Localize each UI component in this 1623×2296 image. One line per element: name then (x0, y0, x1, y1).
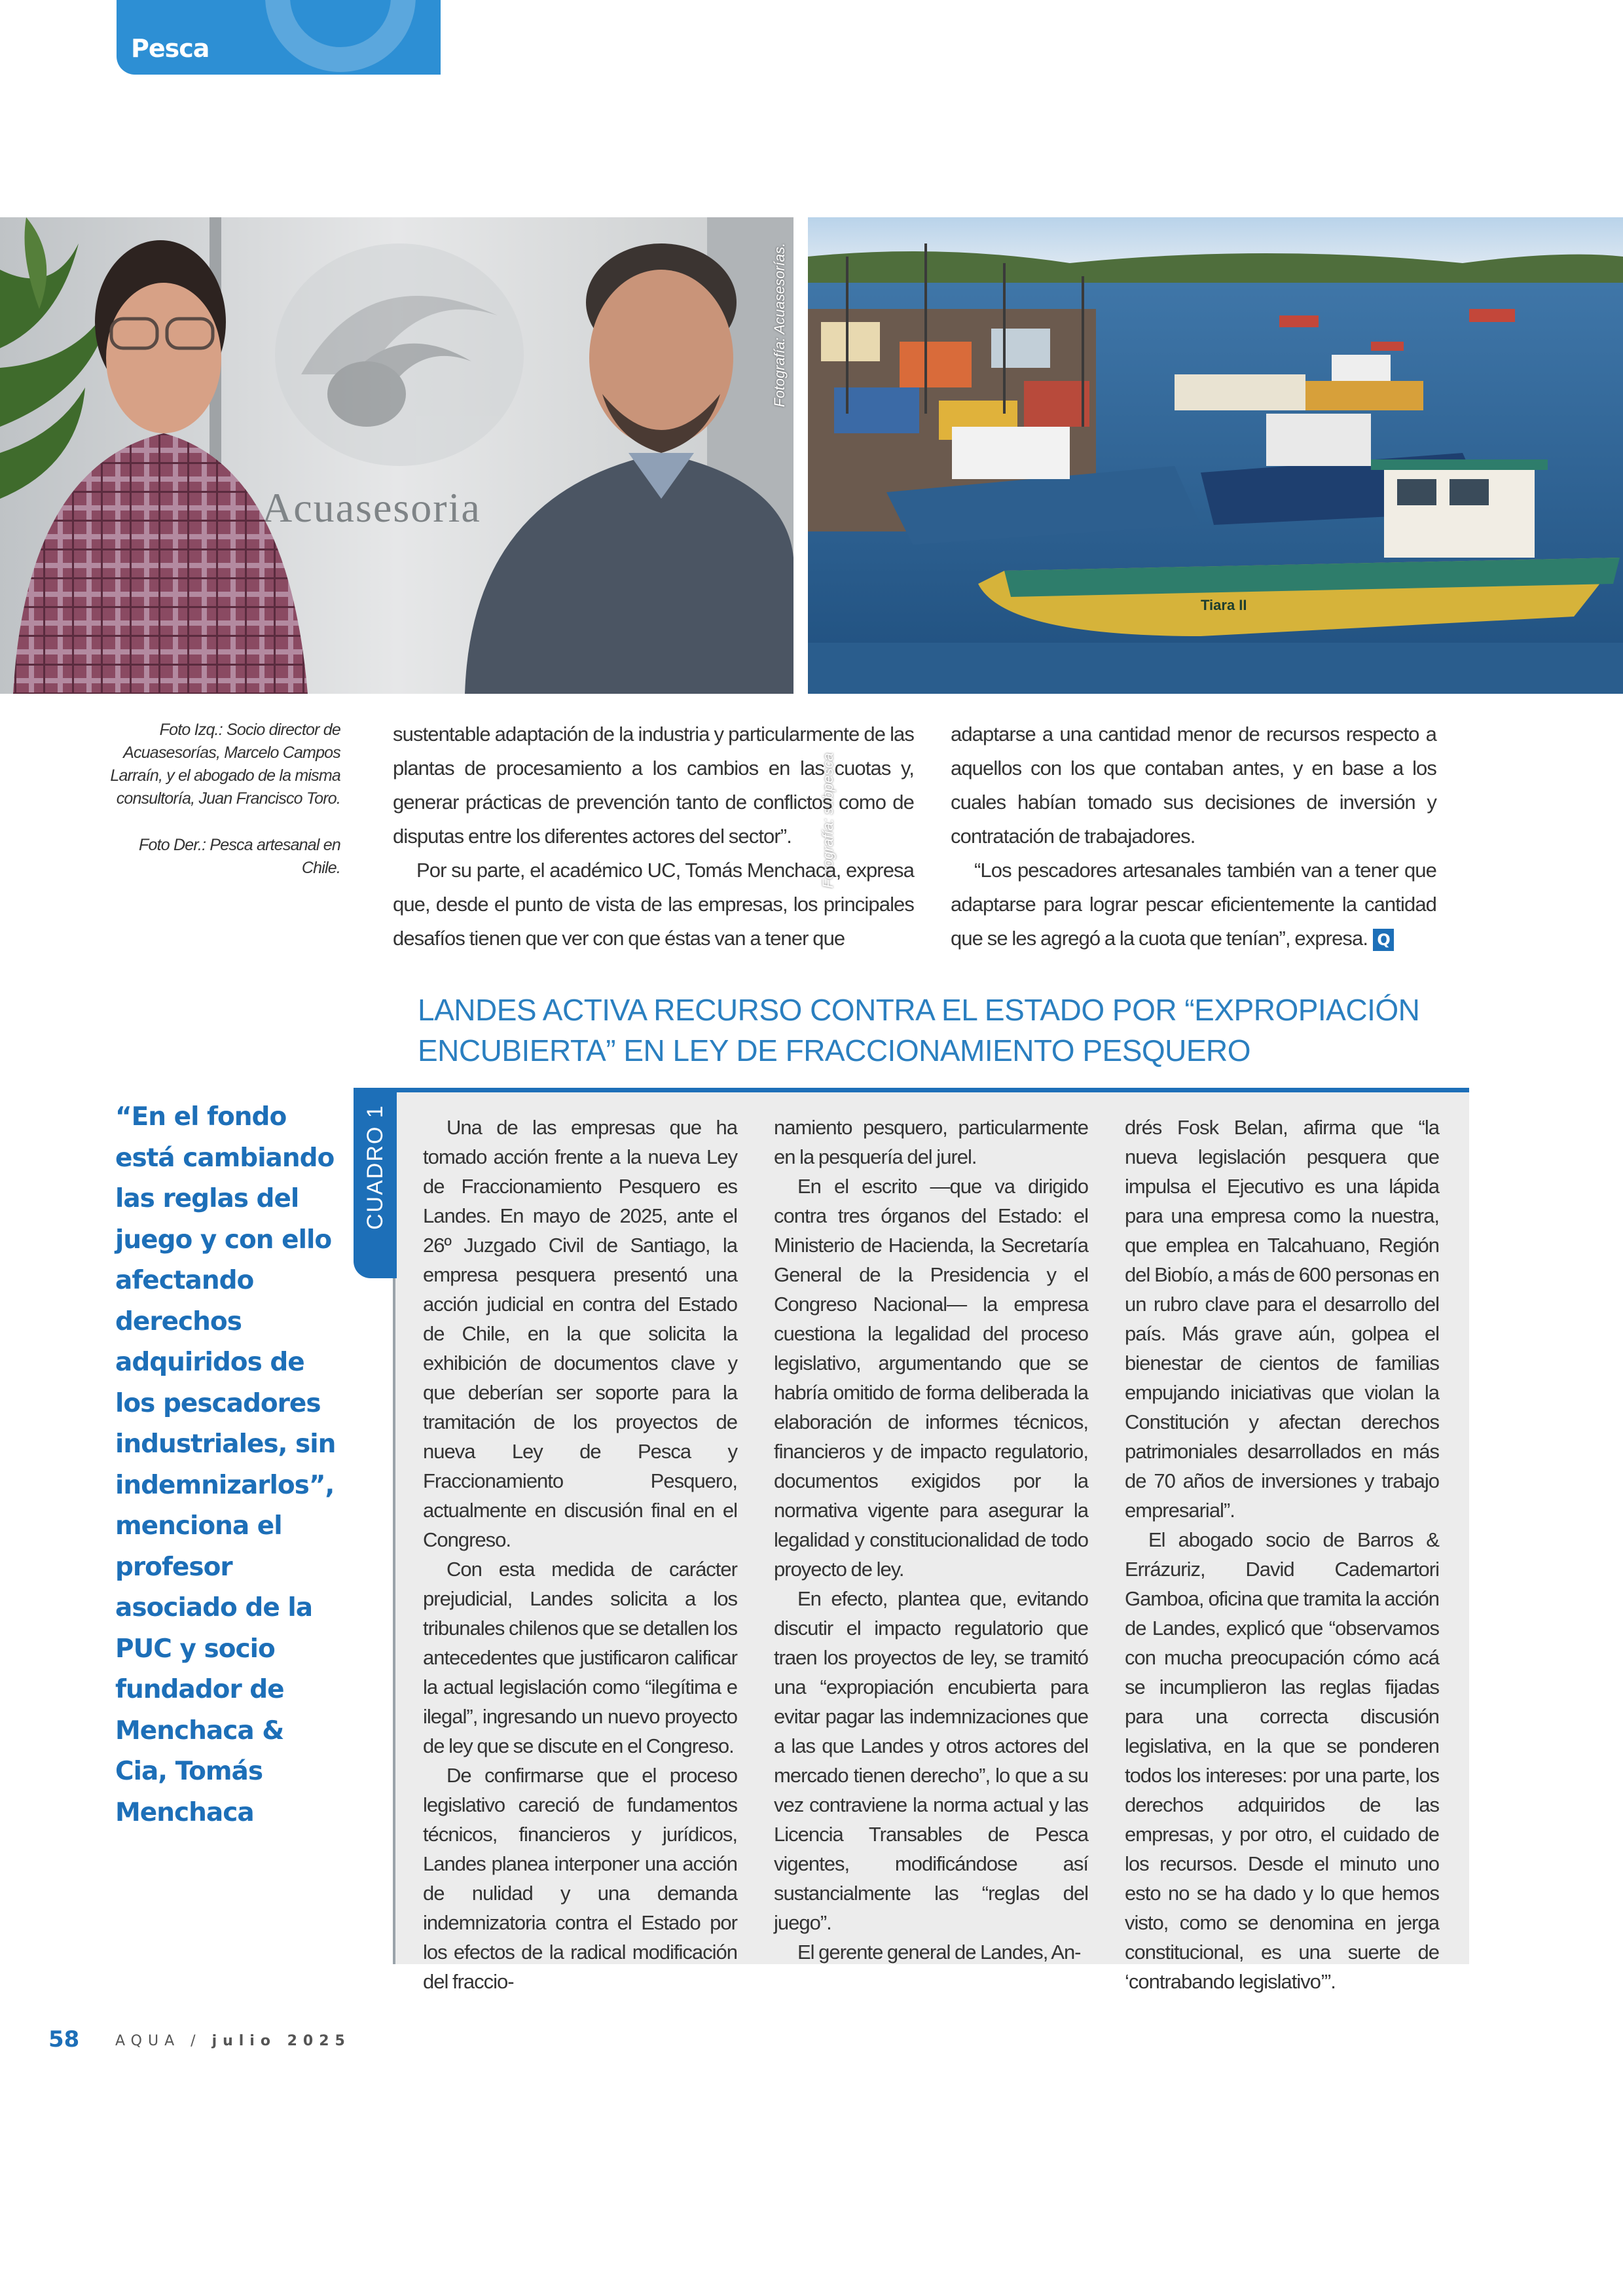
upper-column-2 (951, 717, 1436, 956)
paragraph: Una de las empresas que ha tomado acción frente a la nueva Ley de Fraccionamiento Pesquero es Landes. En mayo de 2025, ante el 26º Juzgado Civil de Santiago, la empresa pesquera presentó una acción judicial en contra del Estado de Chile, en la que solicita la exhibición de documentos clave y que deberían ser soporte para la tramitación de los proyectos de nueva Ley de Pesca y Fraccionamiento Pesquero, actualmente en discusión final en el Congreso. (423, 1116, 737, 1551)
paragraph: Con esta medida de carácter prejudicial, Landes solicita a los tribunales chilenos que se detallen los antecedentes que justificaron calificar la actual legislación como “ilegítima e ilegal”, ingresando un nuevo proyecto de ley que se discute en el Congreso. (423, 1558, 737, 1757)
photo-right-credit: Fotografía: subpesca (820, 753, 836, 888)
photo-left-image (0, 217, 793, 694)
magazine-name: AQUA (115, 2033, 181, 2049)
box-headline: LANDES ACTIVA RECURSO CONTRA EL ESTADO POR “EXPROPIACIÓN ENCUBIERTA” EN LEY DE FRACCIONAMIENTO PESQUERO (418, 993, 1420, 1067)
cuadro-tag (354, 1092, 397, 1278)
upper-column-1 (393, 717, 914, 956)
paragraph: El gerente general de Landes, An- (797, 1941, 1081, 1964)
photo-captions (105, 719, 340, 903)
caption-left: Foto Izq.: Socio director de Acuasesorías, Marcelo Campos Larraín, y el abogado de la misma consultoría, Juan Francisco Toro. (110, 721, 340, 808)
paragraph: El abogado socio de Barros & Errázuriz, David Cademartori Gamboa, oficina que tramita la acción de Landes, explicó que “observamos con mucha preocupación cómo acá se incumplieron las reglas fijadas para una correcta discusión legislativa, en la que se ponderen todos los intereses: por una parte, los derechos adquiridos de las empresas, y por otro, el cuidado de los recursos. Desde el minuto uno esto no se ha dado y lo que hemos visto, como se denomina en jerga constitucional, es una suerte de ‘contrabando legislativo’”. (1125, 1528, 1439, 1993)
paragraph: En el escrito —que va dirigido contra tres órganos del Estado: el Ministerio de Hacienda, la Secretaría General de la Presidencia y el Congreso Nacional— la empresa cuestiona la legalidad del proceso legislativo, argumentando que se habría omitido de forma deliberada la elaboración de informes técnicos, financieros y de impacto regulatorio, documentos exigidos por la normativa vigente para asegurar la legalidad y constitucionalidad de todo proyecto de ley. (774, 1175, 1088, 1581)
paragraph: sustentable adaptación de la industria y particularmente de las plantas de procesamiento a los cambios en las cuotas y, generar prácticas de prevención tanto de conflictos como de disputas entre los diferentes actores del sector”. (393, 723, 914, 848)
paragraph: adaptarse a una cantidad menor de recursos respecto a aquellos con los que contaban antes, y en base a los cuales habían tomado sus decisiones de inversión y contratación de trabajadores. (951, 723, 1436, 848)
photo-left (0, 217, 793, 694)
svg-text:Tiara II: Tiara II (1201, 597, 1247, 613)
end-mark-icon: Q (1373, 929, 1394, 951)
photo-left-credit: Fotografía: Acuasesorías. (771, 242, 788, 407)
paragraph: En efecto, plantea que, evitando discutir el impacto regulatorio que traen los proyectos de ley, se tramitó una “expropiación encubierta para evitar pagar las indemnizaciones que a las que Landes y otros actores del mercado tienen derecho”, lo que a su vez contraviene la norma actual y las Licencia Transables de Pesca vigentes, modificándose así sustancialmente las “reglas del juego”. (774, 1587, 1088, 1934)
issue-date: julio 2025 (211, 2033, 351, 2049)
paragraph (951, 853, 1436, 956)
box-top-rule (354, 1088, 1469, 1092)
paragraph: drés Fosk Belan, afirma que “la nueva legislación pesquera que impulsa el Ejecutivo es una lápida para una empresa como la nuestra, que emplea en Talcahuano, Región del Biobío, a más de 600 personas en un rubro clave para el desarrollo del país. Más grave aún, golpea el bienestar de cientos de familias empujando iniciativas que violan la Constitución y afectan derechos patrimoniales desarrollados en más de 70 años de inversiones y trabajo empresarial”. (1125, 1116, 1439, 1522)
box-column-3 (1125, 1113, 1439, 1996)
section-label: Pesca (131, 34, 210, 63)
section-tab (117, 0, 441, 75)
cuadro-label: CUADRO 1 (363, 1104, 388, 1230)
paragraph: De confirmarse que el proceso legislativo careció de fundamentos técnicos, financieros y jurídicos, Landes planea interponer una acción de nulidad y una demanda indemnizatoria contra el Estado por los efectos de la radical modificación del fraccio- (423, 1764, 737, 1993)
box-left-rule (393, 1278, 395, 1964)
svg-text:Acuasesoria: Acuasesoria (262, 484, 481, 531)
box-column-2 (774, 1113, 1088, 1967)
aqua-q-logo-icon (265, 0, 416, 72)
pull-quote: “En el fondo está cambiando las reglas del juego y con ello afectando derechos adquiridos de los pescadores industriales, sin indemnizarlos”, menciona el profesor asociado de la PUC y socio fundador de Menchaca & Cia, Tomás Menchaca (115, 1102, 336, 1827)
photo-right-image (808, 217, 1623, 694)
page-number: 58 (48, 2026, 80, 2053)
folio-separator: / (191, 2033, 202, 2049)
folio (115, 2033, 351, 2049)
paragraph: Por su parte, el académico UC, Tomás Menchaca, expresa que, desde el punto de vista de las empresas, los principales desafíos tienen que ver con que éstas van a tener que (393, 859, 914, 950)
paragraph: namiento pesquero, particularmente en la pesquería del jurel. (774, 1116, 1088, 1168)
paragraph-text: “Los pescadores artesanales también van a tener que adaptarse para lograr pescar eficientemente la cantidad que se les agregó a la cuota que tenían”, expresa. (951, 859, 1436, 950)
box-column-1 (423, 1113, 737, 1996)
caption-right: Foto Der.: Pesca artesanal en Chile. (139, 836, 340, 877)
